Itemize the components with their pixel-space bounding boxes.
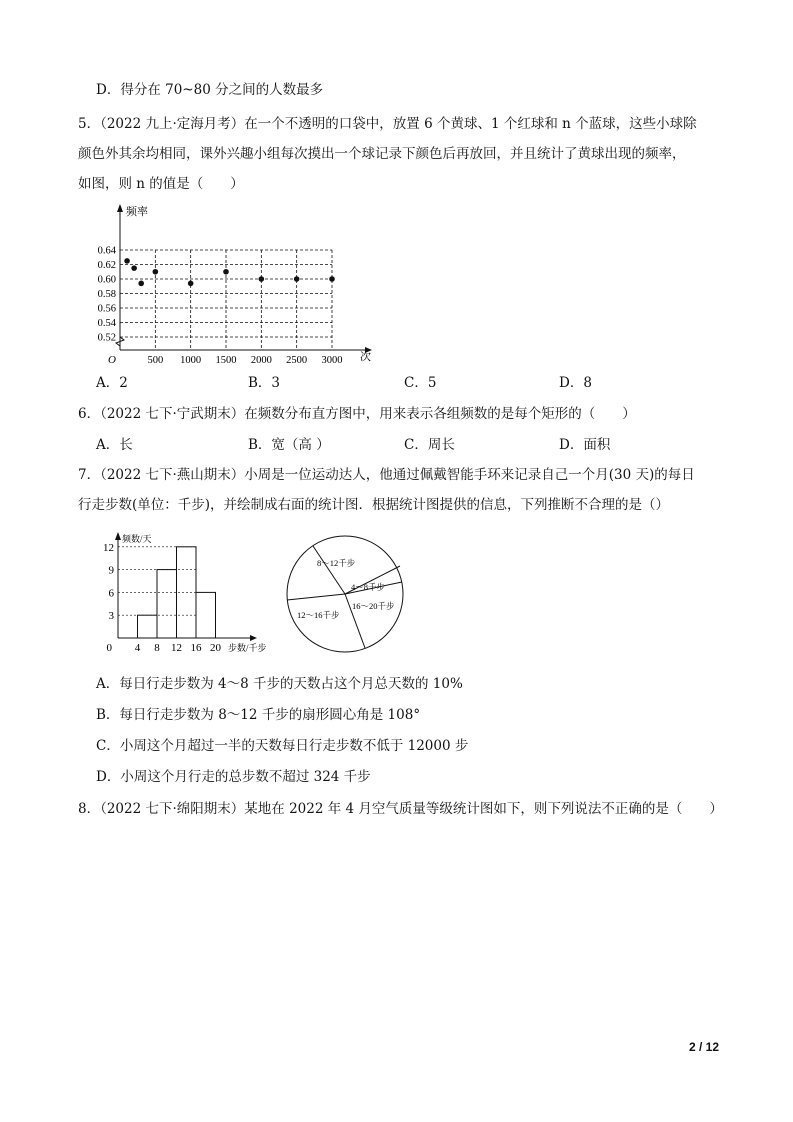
data-point bbox=[124, 258, 130, 264]
q5-option-d: D．8 bbox=[559, 375, 592, 391]
y-tick-label: 3 bbox=[108, 610, 114, 623]
q7-option-d: D．小周这个月行走的总步数不超过 324 千步 bbox=[96, 769, 371, 785]
x-tick-label: 2000 bbox=[250, 355, 272, 366]
y-tick-label: 0.62 bbox=[97, 260, 116, 271]
origin-label: O bbox=[108, 354, 116, 366]
q6-option-c: C．周长 bbox=[404, 437, 455, 453]
page-number: 2 / 12 bbox=[688, 1040, 719, 1054]
histogram-bar bbox=[138, 615, 158, 638]
pie-label-12-16: 12～16千步 bbox=[297, 610, 340, 620]
frequency-scatter-chart bbox=[80, 200, 390, 368]
y-tick-label: 12 bbox=[103, 541, 114, 554]
q7-option-a: A．每日行走步数为 4～8 千步的天数占这个月总天数的 10% bbox=[96, 676, 463, 692]
y-tick-label: 0.52 bbox=[97, 332, 116, 344]
y-tick-label: 9 bbox=[108, 564, 114, 577]
y-axis-label: 频数/天 bbox=[122, 534, 152, 544]
data-point bbox=[153, 269, 159, 275]
q7-option-b: B．每日行走步数为 8～12 千步的扇形圆心角是 108° bbox=[96, 707, 421, 723]
pie-label-4-8: 4～8千步 bbox=[351, 582, 386, 592]
steps-pie-chart bbox=[283, 532, 408, 657]
q6-option-b: B．宽（高 ） bbox=[248, 437, 330, 453]
y-tick-label: 0.60 bbox=[97, 274, 116, 286]
x-tick-label: 1500 bbox=[215, 355, 237, 366]
data-point bbox=[188, 281, 194, 287]
x-tick-label: 12 bbox=[171, 642, 182, 654]
q5-option-b: B．3 bbox=[248, 375, 281, 391]
y-tick-label: 0.64 bbox=[97, 245, 116, 257]
q5-option-c: C．5 bbox=[404, 375, 437, 391]
q8-stem: 8．（2022 七下·绵阳期末）某地在 2022 年 4 月空气质量等级统计图如下，则下列说法不正确的是（ ） bbox=[78, 801, 723, 817]
q5-stem-line-3: 如图，则 n 的值是（ ） bbox=[78, 176, 244, 192]
x-tick-label: 1000 bbox=[180, 355, 202, 366]
data-point bbox=[138, 281, 144, 287]
x-axis-arrow bbox=[250, 635, 257, 641]
y-tick-label: 0.54 bbox=[97, 318, 116, 329]
q5-option-a: A．2 bbox=[96, 375, 128, 391]
q5-stem-line-1: 5．（2022 九上·定海月考）在一个不透明的口袋中，放置 6 个黄球、1 个红球和 n 个蓝球，这些小球除 bbox=[78, 116, 697, 132]
x-tick-label: 16 bbox=[190, 642, 202, 654]
x-tick-label: 20 bbox=[210, 642, 221, 654]
y-tick-label: 0.58 bbox=[97, 289, 116, 300]
q6-stem: 6．（2022 七下·宁武期末）在频数分布直方图中，用来表示各组频数的是每个矩形的（ ） bbox=[78, 406, 636, 422]
y-axis-arrow bbox=[115, 532, 121, 540]
x-axis-label: 次 bbox=[360, 351, 371, 363]
x-tick-label: 2500 bbox=[286, 355, 308, 366]
data-point bbox=[294, 276, 300, 282]
y-tick-label: 0.56 bbox=[97, 303, 116, 315]
q7-stem-line-2: 行走步数(单位：千步)，并绘制成右面的统计图．根据统计图提供的信息，下列推断不合理的是（） bbox=[78, 497, 670, 513]
origin-label: 0 bbox=[106, 642, 112, 654]
q4-option-d: D．得分在 70~80 分之间的人数最多 bbox=[96, 82, 324, 98]
data-point bbox=[131, 265, 137, 271]
q6-option-a: A．长 bbox=[96, 437, 133, 453]
data-point bbox=[223, 269, 229, 275]
x-tick-label: 3000 bbox=[321, 355, 343, 366]
pie-label-16-20: 16～20千步 bbox=[352, 601, 395, 611]
x-tick-label: 8 bbox=[154, 642, 160, 654]
y-axis-arrow bbox=[117, 204, 123, 212]
histogram-bar bbox=[196, 592, 216, 638]
q5-stem-line-2: 颜色外其余均相同，课外兴趣小组每次摸出一个球记录下颜色后再放回，并且统计了黄球出现的频率， bbox=[78, 146, 686, 162]
x-tick-label: 500 bbox=[147, 355, 164, 366]
q7-stem-line-1: 7．（2022 七下·燕山期末）小周是一位运动达人，他通过佩戴智能手环来记录自己一个月(30 天)的每日 bbox=[78, 467, 695, 483]
x-axis-label: 步数/千步 bbox=[228, 643, 267, 653]
y-axis-label: 频率 bbox=[126, 206, 148, 218]
pie-label-8-12: 8～12千步 bbox=[317, 558, 356, 568]
data-point bbox=[329, 276, 335, 282]
q6-option-d: D．面积 bbox=[559, 437, 611, 453]
histogram-bar bbox=[157, 570, 177, 638]
data-point bbox=[259, 276, 265, 282]
q7-option-c: C．小周这个月超过一半的天数每日行走步数不低于 12000 步 bbox=[96, 738, 469, 754]
y-tick-label: 6 bbox=[108, 587, 114, 600]
x-tick-label: 4 bbox=[134, 642, 141, 654]
steps-histogram bbox=[100, 530, 280, 660]
